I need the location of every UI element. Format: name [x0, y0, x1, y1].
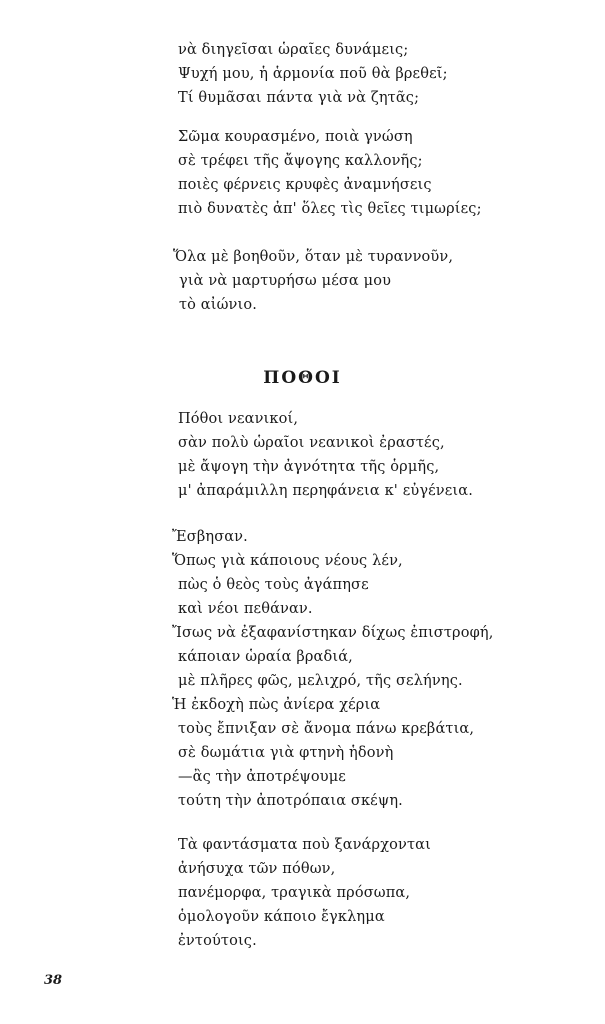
- verse-line: Σῶμα κουρασμένο, ποιὰ γνώση: [178, 129, 413, 145]
- verse-line: ἀνήσυχα τῶν πόθων,: [178, 861, 336, 877]
- verse-line: πιὸ δυνατὲς ἀπ' ὅλες τὶς θεῖες τιμωρίες;: [178, 201, 482, 217]
- verse-line: Ψυχή μου, ἡ ἁρμονία ποῦ θὰ βρεθεῖ;: [178, 66, 448, 82]
- verse-line: Πόθοι νεανικοί,: [178, 411, 299, 427]
- verse-line: Ὅλα μὲ βοηθοῦν, ὅταν μὲ τυραννοῦν,: [173, 249, 454, 265]
- verse-line: —ἂς τὴν ἀποτρέψουμε: [178, 769, 346, 785]
- verse-line: μὲ πλῆρες φῶς, μελιχρό, τῆς σελήνης.: [178, 673, 463, 689]
- verse-line: Ὅπως γιὰ κάποιους νέους λέν,: [172, 553, 403, 569]
- verse-line: μὲ ἄψογη τὴν ἀγνότητα τῆς ὁρμῆς,: [178, 459, 440, 475]
- page-number: 38: [44, 973, 63, 988]
- verse-line: νὰ διηγεῖσαι ὡραῖες δυνάμεις;: [178, 42, 409, 58]
- verse-line: Ἔσβησαν.: [172, 529, 248, 545]
- verse-line: σὲ τρέφει τῆς ἄψογης καλλονῆς;: [178, 153, 423, 169]
- verse-line: Τὰ φαντάσματα ποὺ ξανάρχονται: [178, 837, 431, 853]
- verse-line: κάποιαν ὡραία βραδιά,: [178, 649, 353, 665]
- stanza: [178, 38, 448, 110]
- stanza: [178, 125, 482, 221]
- verse-line: σὰν πολὺ ὡραῖοι νεανικοὶ ἐραστές,: [178, 435, 445, 451]
- verse-line: τούτη τὴν ἀποτρόπαια σκέψη.: [178, 793, 403, 809]
- verse-line: πανέμορφα, τραγικὰ πρόσωπα,: [178, 885, 411, 901]
- stanza: [172, 525, 493, 813]
- verse-line: Ἡ ἐκδοχὴ πὼς ἀνίερα χέρια: [172, 697, 381, 713]
- verse-line: Τί θυμᾶσαι πάντα γιὰ νὰ ζητᾶς;: [178, 90, 420, 106]
- stanza: [173, 245, 453, 317]
- poem-title: ΠΟΘΟΙ: [263, 368, 342, 388]
- verse-line: μ' ἀπαράμιλλη περηφάνεια κ' εὐγένεια.: [178, 483, 473, 499]
- stanza: [178, 407, 473, 503]
- verse-line: ὁμολογοῦν κάποιο ἔγκλημα: [178, 909, 385, 925]
- stanza: [178, 833, 431, 953]
- verse-line: καὶ νέοι πεθάναν.: [178, 601, 313, 617]
- verse-line: τοὺς ἔπνιξαν σὲ ἄνομα πάνω κρεβάτια,: [178, 721, 475, 737]
- verse-line: σὲ δωμάτια γιὰ φτηνὴ ἡδονὴ: [178, 745, 394, 761]
- verse-line: τὸ αἰώνιο.: [179, 297, 258, 313]
- verse-line: πὼς ὁ θεὸς τοὺς ἀγάπησε: [178, 577, 369, 593]
- verse-line: ποιὲς φέρνεις κρυφὲς ἀναμνήσεις: [178, 177, 432, 193]
- verse-line: γιὰ νὰ μαρτυρήσω μέσα μου: [179, 273, 392, 289]
- verse-line: Ἴσως νὰ ἐξαφανίστηκαν δίχως ἐπιστροφή,: [172, 625, 494, 641]
- verse-line: ἐντούτοις.: [178, 933, 257, 949]
